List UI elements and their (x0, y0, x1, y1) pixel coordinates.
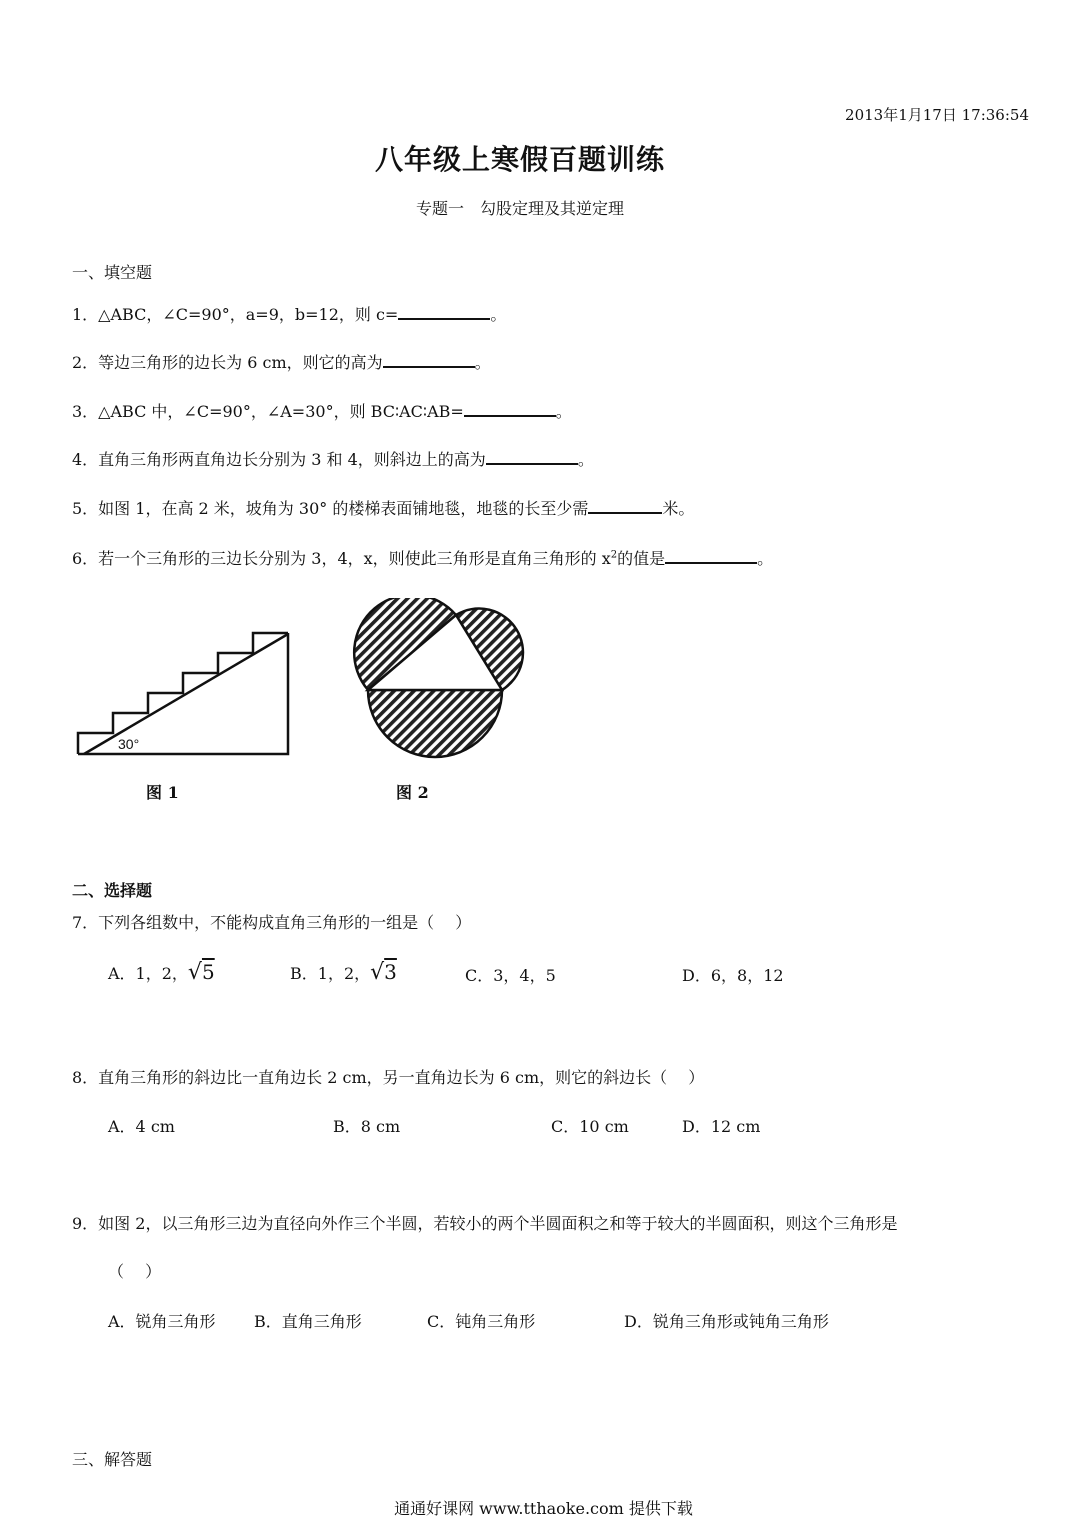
question-9: 9．如图 2，以三角形三边为直径向外作三个半圆，若较小的两个半圆面积之和等于较大的半圆面积，则这个三角形是 (72, 1214, 898, 1233)
answer-blank-6[interactable] (665, 548, 757, 564)
question-5-text: 5．如图 1，在高 2 米，坡角为 30° 的楼梯表面铺地毯，地毯的长至少需 (72, 499, 589, 518)
question-6-text-2: 的值是 (617, 549, 666, 568)
option-b-label: B．1，2， (290, 964, 371, 983)
figure-1-staircase (70, 626, 300, 761)
question-1-end: 。 (490, 305, 507, 324)
sqrt-icon: √ (370, 960, 385, 985)
figure-1-angle-label: 30° (118, 736, 140, 752)
question-8: 8．直角三角形的斜边比一直角边长 2 cm，另一直角边长为 6 cm，则它的斜边长（ ） (72, 1068, 705, 1087)
question-6-text: 6．若一个三角形的三边长分别为 3，4，x，则使此三角形是直角三角形的 x (72, 549, 611, 568)
question-8-option-a[interactable]: A．4 cm (108, 1117, 175, 1136)
question-2-end: 。 (474, 353, 491, 372)
question-6-end: 。 (757, 549, 774, 568)
figure-2-caption: 图 2 (396, 783, 429, 802)
question-7-option-c[interactable]: C．3，4，5 (465, 966, 556, 985)
question-9-paren: （ ） (108, 1262, 162, 1281)
question-9-option-c[interactable]: C．钝角三角形 (427, 1312, 536, 1331)
question-9-option-a[interactable]: A．锐角三角形 (108, 1312, 216, 1331)
footer-source: 通通好课网 www.tthaoke.com 提供下载 (394, 1499, 693, 1518)
page-title: 八年级上寒假百题训练 (374, 143, 665, 176)
question-3-text: 3．△ABC 中，∠C=90°，∠A=30°，则 BC∶AC∶AB= (72, 402, 464, 421)
question-7-option-a[interactable] (108, 960, 215, 985)
question-2-text: 2．等边三角形的边长为 6 cm，则它的高为 (72, 353, 383, 372)
section-fill-heading: 一、填空题 (72, 263, 153, 282)
answer-blank-1[interactable] (398, 304, 490, 320)
section-choice-heading: 二、选择题 (72, 881, 153, 900)
figure-2-semicircles (346, 598, 531, 773)
question-5 (72, 496, 694, 519)
option-b-radicand: 3 (384, 960, 397, 984)
question-6-sup: 2 (610, 549, 618, 561)
question-5-end: 米。 (662, 499, 695, 518)
question-8-option-b[interactable]: B．8 cm (333, 1117, 401, 1136)
question-2 (72, 350, 491, 373)
option-a-radicand: 5 (201, 960, 215, 984)
question-4-end: 。 (577, 450, 594, 469)
question-1-text: 1．△ABC，∠C=90°，a=9，b=12，则 c= (72, 305, 399, 324)
question-7-option-d[interactable]: D．6，8，12 (682, 966, 784, 985)
question-7: 7．下列各组数中，不能构成直角三角形的一组是（ ） (72, 913, 472, 932)
question-1 (72, 302, 506, 325)
answer-blank-4[interactable] (486, 449, 578, 465)
answer-blank-3[interactable] (464, 401, 556, 417)
question-9-option-d[interactable]: D．锐角三角形或钝角三角形 (624, 1312, 829, 1331)
answer-blank-5[interactable] (588, 498, 662, 514)
question-4 (72, 447, 594, 470)
option-a-label: A．1，2， (108, 964, 188, 983)
timestamp: 2013年1月17日 17:36:54 (845, 106, 1029, 124)
question-6 (72, 546, 773, 569)
question-8-option-d[interactable]: D．12 cm (682, 1117, 761, 1136)
question-7-option-b[interactable] (290, 960, 397, 985)
question-8-option-c[interactable]: C．10 cm (551, 1117, 629, 1136)
figure-1-caption: 图 1 (146, 783, 179, 802)
section-answer-heading: 三、解答题 (72, 1450, 153, 1469)
question-9-option-b[interactable]: B．直角三角形 (254, 1312, 362, 1331)
question-3-end: 。 (555, 402, 572, 421)
question-3 (72, 399, 572, 422)
sqrt-icon: √ (187, 960, 202, 985)
page-subtitle: 专题一 勾股定理及其逆定理 (415, 199, 624, 218)
question-4-text: 4．直角三角形两直角边长分别为 3 和 4，则斜边上的高为 (72, 450, 486, 469)
answer-blank-2[interactable] (383, 352, 475, 368)
